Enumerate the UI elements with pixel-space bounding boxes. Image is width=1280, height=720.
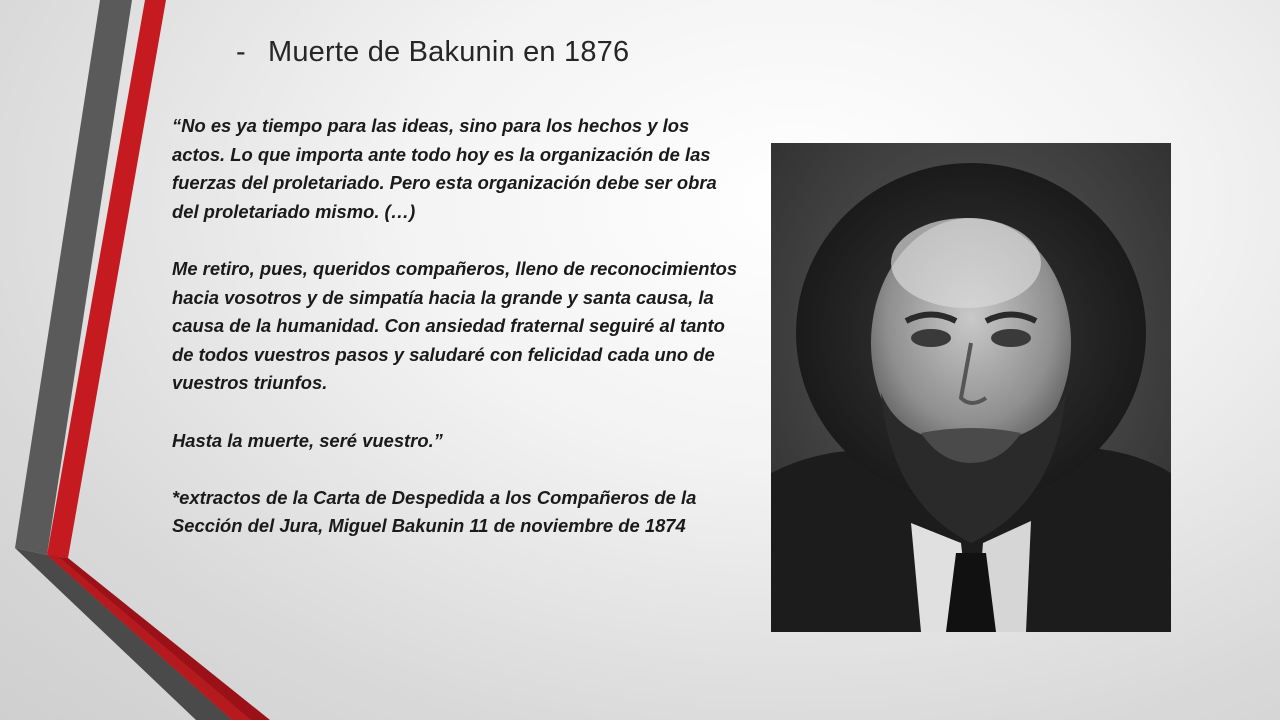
quote-paragraph-3: Hasta la muerte, seré vuestro.” xyxy=(172,429,443,451)
source-note: *extractos de la Carta de Despedida a los Compañeros de la Sección del Jura, Miguel Bakunin 11 de noviembre de 1874 xyxy=(172,486,697,537)
quote-block xyxy=(172,112,742,541)
title-dash: - xyxy=(236,36,246,68)
portrait-photo xyxy=(771,143,1171,632)
quote-paragraph-1: “No es ya tiempo para las ideas, sino para los hechos y los actos. Lo que importa ante todo hoy es la organización de las fuerzas del proletariado. Pero esta organización debe ser obra del proletariado mismo. (…) xyxy=(172,115,717,222)
gray-diagonal-stripe xyxy=(15,548,232,720)
red-diagonal-highlight xyxy=(47,555,251,720)
title-text: Muerte de Bakunin en 1876 xyxy=(268,36,630,68)
slide-title xyxy=(236,36,936,69)
quote-paragraph-2: Me retiro, pues, queridos compañeros, lleno de reconocimientos hacia vosotros y de simpatía hacia la grande y santa causa, la causa de la humanidad. Con ansiedad fraternal seguiré al tanto de todos vuestros pasos y saludaré con felicidad cada uno de vuestros triunfos. xyxy=(172,257,738,394)
